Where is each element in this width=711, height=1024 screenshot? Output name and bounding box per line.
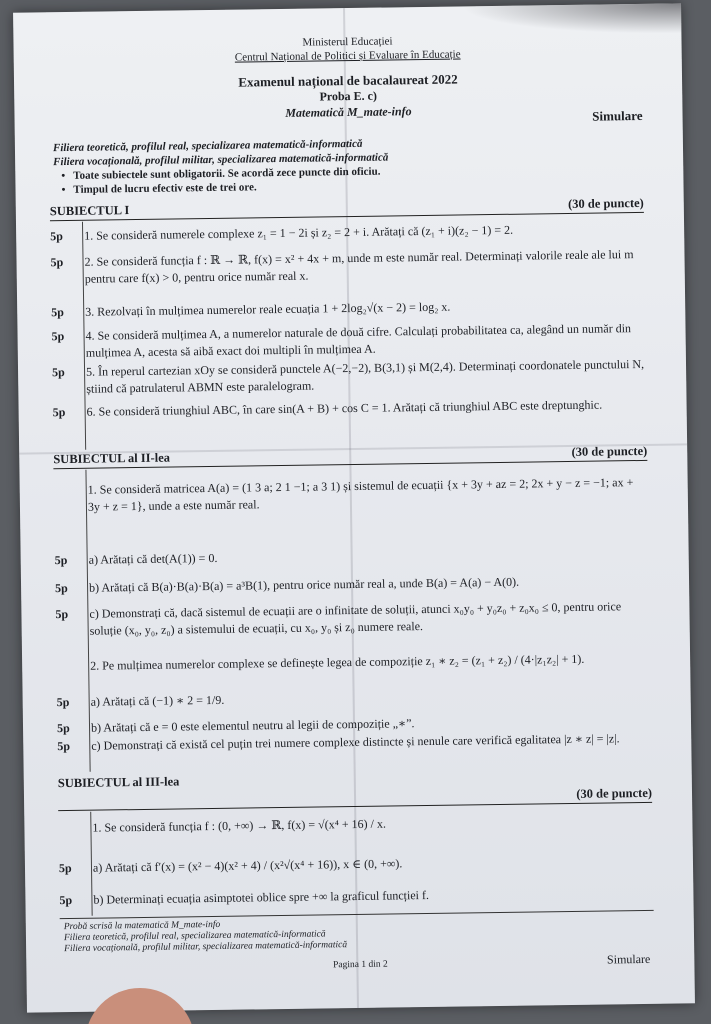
section-points: (30 de puncte) [576,785,653,801]
intro-text: 2. Pe mulțimea numerelor complexe se definește legea de compoziție z₁ ∗ z₂ = (z₁ + z₂) / (4·|z₁z₂| + 1). [90,651,585,673]
item-points: 5p [50,255,64,270]
page-number: Pagina 1 din 2 [333,959,388,971]
item-points: 5p [50,229,63,244]
item-text: a) Arătați că (−1) ∗ 2 = 1/9. [90,692,225,709]
item-points: 5p [52,405,66,420]
simulare-footer: Simulare [606,951,651,967]
filiera-line: Filiera teoretică, profilul real, specializarea matematică-informatică [52,137,363,155]
item-text: 3. Rezolvați în mulțimea numerelor reale ecuația 1 + 2log₂√(x − 2) = log₂ x. [85,299,451,319]
footer-line: Filiera teoretică, profilul real, specializarea matematică-informatică [63,929,326,944]
exam-sheet [13,3,695,1012]
item-text: b) Determinați ecuația asimptotei oblice spre +∞ la graficul funcției f. [93,887,430,907]
item-text: a) Arătați că f′(x) = (x² − 4)(x² + 4) / (x²√(x⁴ + 16)), x ∈ (0, +∞). [92,856,403,875]
item-points: 5p [51,365,65,380]
item-text: 4. Se consideră mulțimea A, a numerelor naturale de două cifre. Calculați probabilitatea ca, alegând un număr din mulțimea A, acesta să aibă exact doi multipli în mulțimea A. [85,321,632,360]
item-text: c) Demonstrați că, dacă sistemul de ecuații are o infinitate de soluții, atunci x₀y₀ + y₀z₀ + z₀x₀ ≤ 0, pentru orice soluție (x₀, y₀, z₀) a sistemului de ecuații, cu x₀, y₀ și z₀ numere reale. [89,599,622,638]
subject-label: Matematică M_mate-info [285,104,412,120]
item-text: c) Demonstrați că există cel puțin trei numere complexe distincte și nenule care verifică egalitatea |z ∗ z| = |z|. [91,731,620,753]
item-points: 5p [56,720,70,736]
item-text: 1. Se consideră numerele complexe z₁ = 1 − 2i și z₂ = 2 + i. Arătați că (z₁ + i)(z₂ − 1) = 2. [84,222,514,243]
section-points: (30 de puncte) [571,443,648,459]
item-text: 5. În reperul cartezian xOy se consideră punctele A(−2,−2), B(3,1) și M(2,4). Determinați coordonatele punctului N, știind că patrulaterul ABMN este paralelogram. [85,356,645,396]
item-points: 5p [54,581,68,596]
exam-title: Examenul național de bacalaureat 2022 [238,71,458,90]
intro-text: 1. Se consideră funcția f : (0, +∞) → ℝ, f(x) = √(x⁴ + 16) / x. [92,816,387,835]
section-points: (30 de puncte) [567,195,644,211]
section-title: SUBIECTUL I [49,203,130,219]
item-text: 6. Se consideră triunghiul ABC, în care sin(A + B) + cos C = 1. Arătați că triunghiul ABC este dreptunghic. [86,397,603,419]
item-points: 5p [51,305,65,320]
item-points: 5p [56,694,70,710]
filiera-line: Filiera vocațională, profilul militar, specializarea matematică-informatică [53,151,389,169]
item-points: 5p [58,860,72,876]
item-text: a) Arătați că det(A(1)) = 0. [88,550,218,567]
section-title: SUBIECTUL al II-lea [53,450,171,467]
instruction-item: • Toate subiectele sunt obligatorii. Se acordă zece puncte din oficiu. [61,166,380,182]
item-points: 5p [59,892,73,908]
item-text: b) Arătați că e = 0 este elementul neutru al legii de compoziție „∗”. [90,716,415,735]
item-text: b) Arătați că B(a)·B(a)·B(a) = a³B(1), pentru orice număr real a, unde B(a) = A(a) − A(0). [88,574,520,595]
intro-text: 1. Se consideră matricea A(a) = (1 3 a; 2 1 −1; a 3 1) și sistemul de ecuații {x + 3y + az = 2; 2x + y − z = −1; ax + 3y + z = 1}, unde a este număr real. [87,475,634,514]
section-title: SUBIECTUL al III-lea [57,774,180,791]
item-points: 5p [55,607,69,622]
center-name: Centrul Național de Politici și Evaluare în Educație [234,48,461,64]
footer-line: Filiera vocațională, profilul militar, specializarea matematică-informatică [64,940,348,955]
item-points: 5p [54,553,68,568]
simulare-label: Simulare [592,107,643,124]
item-text: 2. Se consideră funcția f : ℝ → ℝ, f(x) = x² + 4x + m, unde m este număr real. Determinați valorile reale ale lui m pentru care f(x) > 0, pentru orice număr real x. [84,247,634,286]
item-points: 5p [51,329,65,344]
footer-line: Probă scrisă la matematică M_mate-info [63,919,221,933]
instruction-item: • Timpul de lucru efectiv este de trei ore. [61,181,256,196]
ministry-name: Ministerul Educației [302,35,393,49]
item-points: 5p [57,738,71,754]
proba-label: Proba E. c) [319,88,378,104]
